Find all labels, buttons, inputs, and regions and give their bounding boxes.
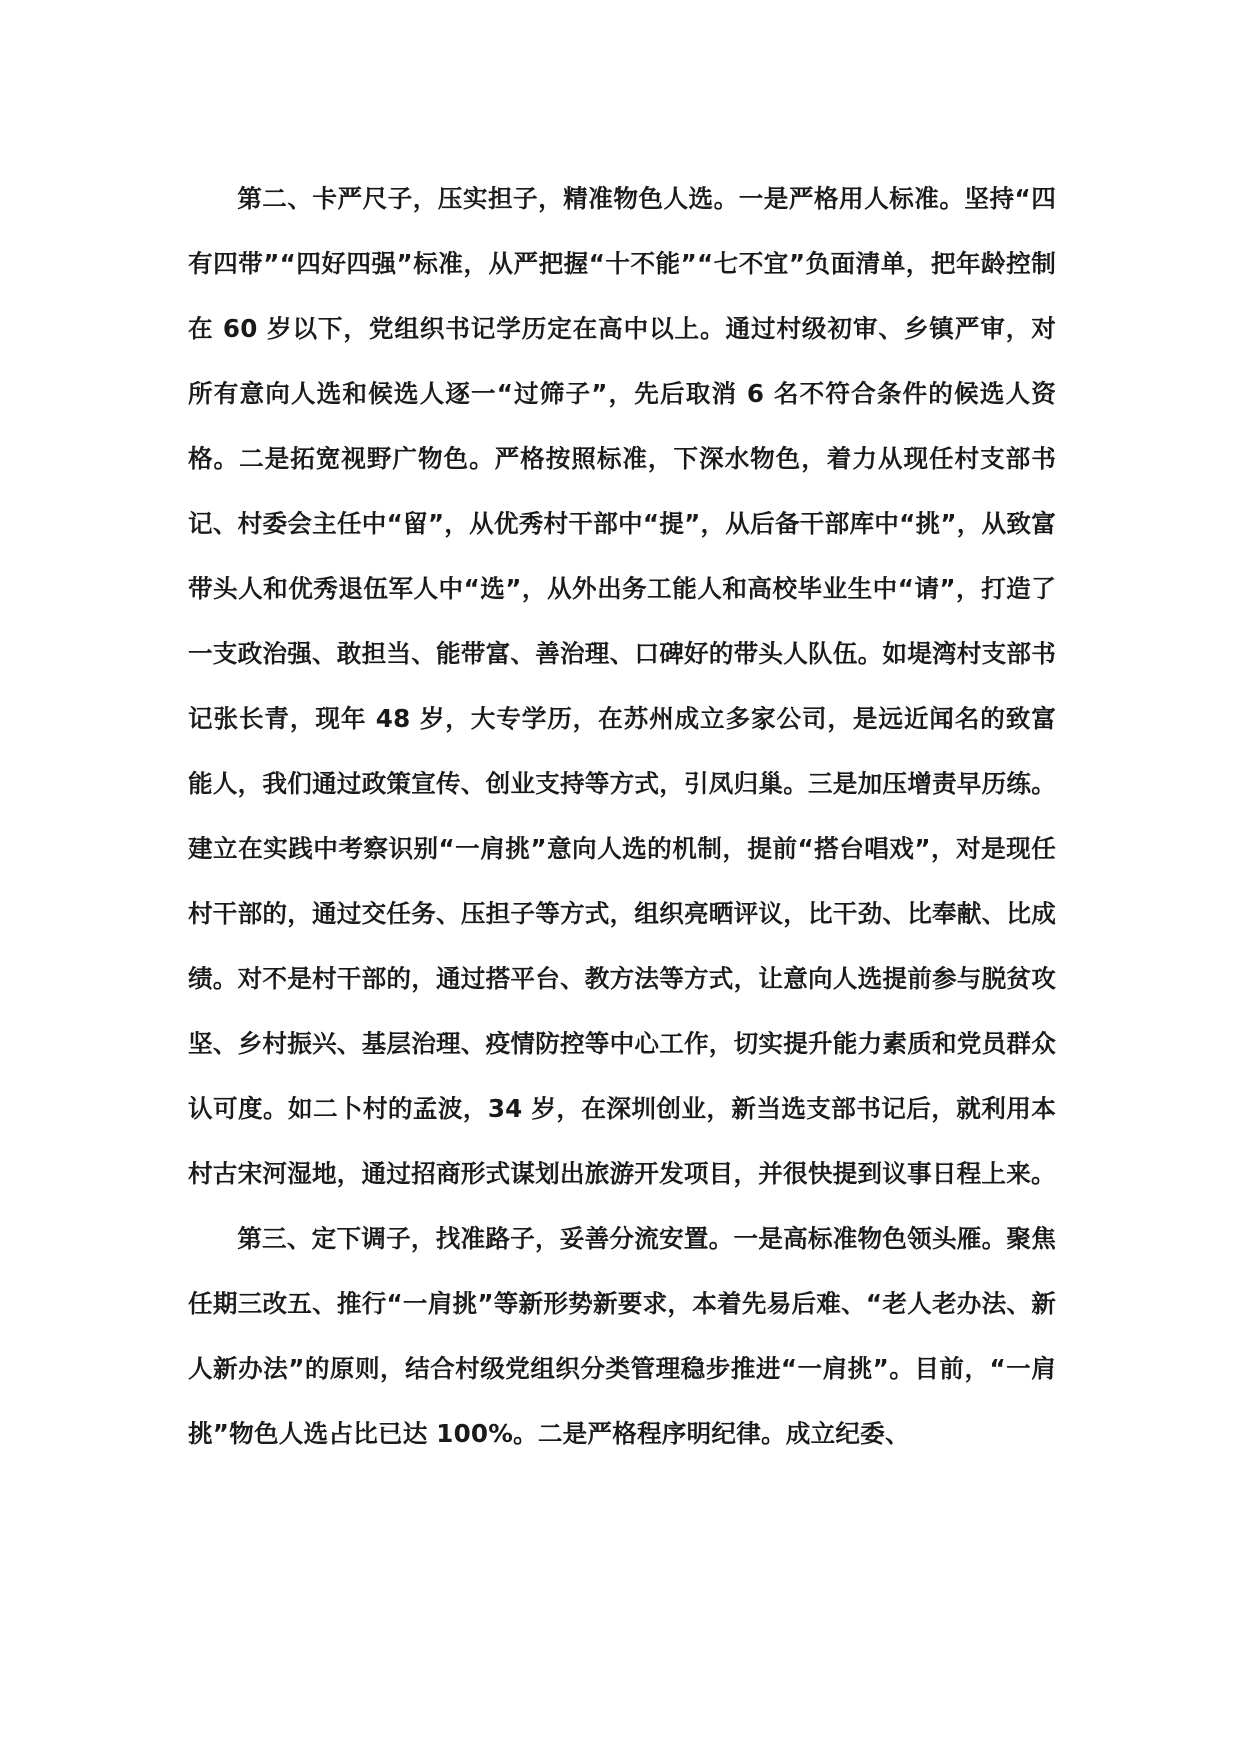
paragraph-third-section: 第三、定下调子，找准路子，妥善分流安置。一是高标准物色领头雁。聚焦任期三改五、推行“一肩挑”等新形势新要求，本着先易后难、“老人老办法、新人新办法”的原则，结合村级党组织分类管理稳步推进“一肩挑”。目前，“一肩挑”物色人选占比已达 100%。二是严格程序明纪律。成立纪委、 [188,1224,1056,1448]
paragraph-second-section: 第二、卡严尺子，压实担子，精准物色人选。一是严格用人标准。坚持“四有四带”“四好四强”标准，从严把握“十不能”“七不宜”负面清单，把年龄控制在 60 岁以下，党组织书记学历定在高中以上。通过村级初审、乡镇严审，对所有意向人选和候选人逐一“过筛子”，先后取消 6 名不符合条件的候选人资格。二是拓宽视野广物色。严格按照标准，下深水物色，着力从现任村支部书记、村委会主任中“留”，从优秀村干部中“提”，从后备干部库中“挑”，从致富带头人和优秀退伍军人中“选”，从外出务工能人和高校毕业生中“请”，打造了一支政治强、敢担当、能带富、善治理、口碑好的带头人队伍。如堤湾村支部书记张长青，现年 48 岁，大专学历，在苏州成立多家公司，是远近闻名的致富能人，我们通过政策宣传、创业支持等方式，引凤归巢。三是加压增责早历练。建立在实践中考察识别“一肩挑”意向人选的机制，提前“搭台唱戏”，对是现任村干部的，通过交任务、压担子等方式，组织亮晒评议，比干劲、比奉献、比成绩。对不是村干部的，通过搭平台、教方法等方式，让意向人选提前参与脱贫攻坚、乡村振兴、基层治理、疫情防控等中心工作，切实提升能力素质和党员群众认可度。如二卜村的孟波，34 岁，在深圳创业，新当选支部书记后，就利用本村古宋河湿地，通过招商形式谋划出旅游开发项目，并很快提到议事日程上来。 [188,184,1056,1188]
document-body [188,166,1056,1466]
